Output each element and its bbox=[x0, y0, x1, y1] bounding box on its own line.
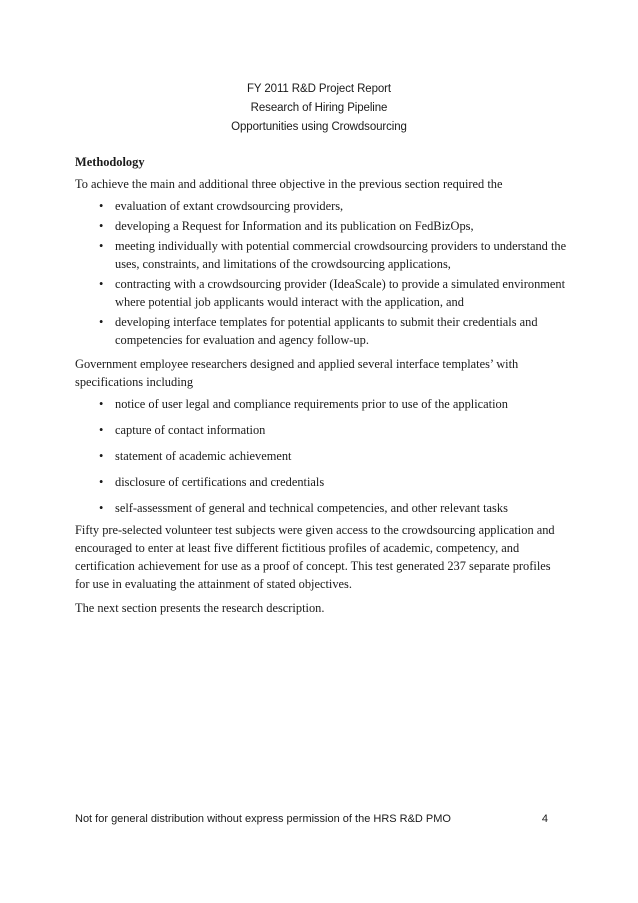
list-item-text: contracting with a crowdsourcing provider (IdeaScale) to provide a simulated environment where potential job applicants would interact with the application, and bbox=[115, 277, 566, 309]
template-specifications-list bbox=[75, 395, 567, 517]
report-subtitle-line2: Opportunities using Crowdsourcing bbox=[231, 121, 407, 133]
bullet-icon: • bbox=[99, 239, 104, 253]
bullet-icon: • bbox=[99, 475, 104, 489]
list-item bbox=[75, 217, 567, 235]
bullet-icon: • bbox=[99, 397, 104, 411]
bullet-icon: • bbox=[99, 277, 104, 291]
templates-paragraph: Government employee researchers designed and applied several interface templates’ with specifications including bbox=[75, 357, 519, 389]
page-footer bbox=[75, 812, 548, 826]
list-item bbox=[75, 313, 567, 349]
bullet-icon: • bbox=[99, 449, 104, 463]
list-item bbox=[75, 473, 567, 491]
list-item-text: disclosure of certifications and credentials bbox=[115, 475, 325, 489]
list-item bbox=[75, 237, 567, 273]
methodology-steps-list bbox=[75, 197, 567, 349]
list-item bbox=[75, 447, 567, 465]
distribution-notice: Not for general distribution without express permission of the HRS R&D PMO bbox=[75, 813, 451, 825]
list-item-text: statement of academic achievement bbox=[115, 449, 292, 463]
bullet-icon: • bbox=[99, 315, 104, 329]
bullet-icon: • bbox=[99, 423, 104, 437]
page-number: 4 bbox=[541, 813, 548, 825]
report-header bbox=[0, 80, 638, 137]
list-item bbox=[75, 197, 567, 215]
intro-paragraph: To achieve the main and additional three objective in the previous section required the bbox=[75, 177, 503, 191]
list-item-text: meeting individually with potential commercial crowdsourcing providers to understand the uses, constraints, and limitations of the crowdsourcing applications, bbox=[115, 239, 567, 271]
bullet-icon: • bbox=[99, 219, 104, 233]
list-item bbox=[75, 421, 567, 439]
section-heading: Methodology bbox=[75, 155, 145, 169]
bullet-icon: • bbox=[99, 501, 104, 515]
bullet-icon: • bbox=[99, 199, 104, 213]
next-section-paragraph: The next section presents the research description. bbox=[75, 601, 325, 615]
document-body bbox=[75, 153, 567, 617]
list-item-text: evaluation of extant crowdsourcing providers, bbox=[115, 199, 344, 213]
list-item-text: self-assessment of general and technical competencies, and other relevant tasks bbox=[115, 501, 508, 515]
list-item-text: developing interface templates for potential applicants to submit their credentials and competencies for evaluation and agency follow-up. bbox=[115, 315, 538, 347]
report-subtitle-line1: Research of Hiring Pipeline bbox=[250, 102, 388, 114]
list-item-text: notice of user legal and compliance requirements prior to use of the application bbox=[115, 397, 508, 411]
list-item-text: capture of contact information bbox=[115, 423, 266, 437]
list-item bbox=[75, 499, 567, 517]
list-item bbox=[75, 275, 567, 311]
test-subjects-paragraph: Fifty pre-selected volunteer test subjects were given access to the crowdsourcing application and encouraged to enter at least five different fictitious profiles of academic, competency, and certification achievement for use as a proof of concept. This test generated 237 separate profiles for use in evaluating the attainment of stated objectives. bbox=[75, 523, 555, 591]
report-title: FY 2011 R&D Project Report bbox=[247, 83, 391, 95]
list-item-text: developing a Request for Information and its publication on FedBizOps, bbox=[115, 219, 474, 233]
list-item bbox=[75, 395, 567, 413]
